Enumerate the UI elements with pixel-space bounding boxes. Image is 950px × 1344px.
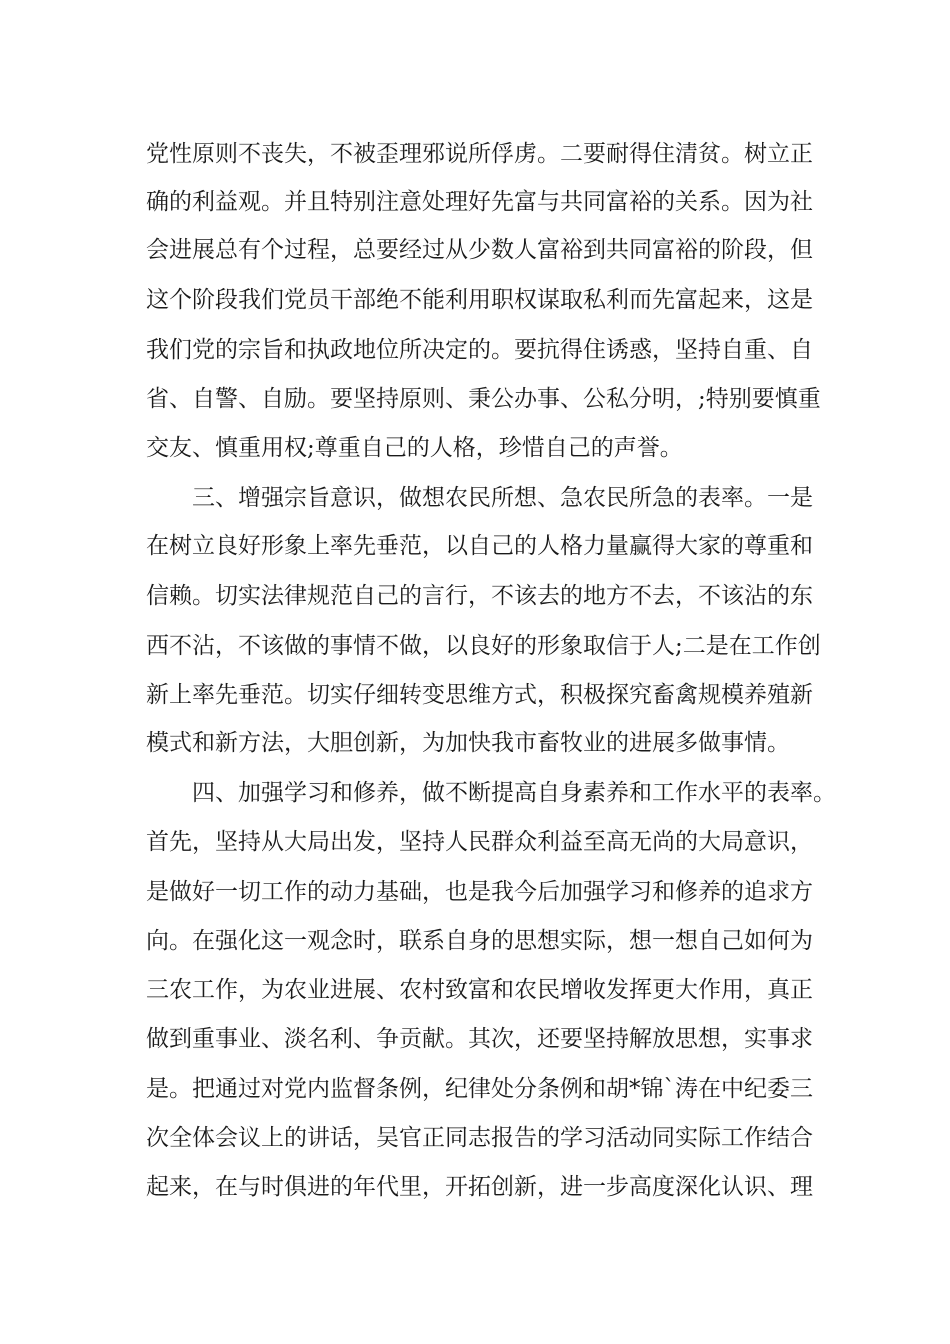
text-line-3: 会进展总有个过程，总要经过从少数人富裕到共同富裕的阶段，但 xyxy=(146,237,813,263)
text-line-10: 信赖。切实法律规范自己的言行，不该去的地方不去，不该沾的东 xyxy=(146,583,813,609)
text-line-11: 西不沾，不该做的事情不做，以良好的形象取信于人;二是在工作创 xyxy=(146,633,821,659)
text-line-17: 向。在强化这一观念时，联系自身的思想实际，想一想自己如何为 xyxy=(146,928,813,954)
text-line-22: 起来，在与时俱进的年代里，开拓创新，进一步高度深化认识、理 xyxy=(146,1174,813,1200)
text-line-15: 首先，坚持从大局出发，坚持人民群众利益至高无尚的大局意识， xyxy=(146,829,813,855)
text-line-7: 交友、慎重用权;尊重自己的人格，珍惜自己的声誉。 xyxy=(146,435,683,461)
text-line-16: 是做好一切工作的动力基础，也是我今后加强学习和修养的追求方 xyxy=(146,879,813,905)
text-line-4: 这个阶段我们党员干部绝不能利用职权谋取私利而先富起来，这是 xyxy=(146,287,813,313)
text-line-12: 新上率先垂范。切实仔细转变思维方式，积极探究畜禽规模养殖新 xyxy=(146,682,813,708)
text-line-1: 党性原则不丧失，不被歪理邪说所俘虏。二要耐得住清贫。树立正 xyxy=(146,141,813,167)
text-line-8: 三、增强宗旨意识，做想农民所想、急农民所急的表率。一是 xyxy=(192,485,813,511)
text-line-19: 做到重事业、淡名利、争贡献。其次，还要坚持解放思想，实事求 xyxy=(146,1026,813,1052)
text-line-13: 模式和新方法，大胆创新，为加快我市畜牧业的进展多做事情。 xyxy=(146,730,790,756)
text-line-18: 三农工作，为农业进展、农村致富和农民增收发挥更大作用，真正 xyxy=(146,977,813,1003)
text-line-14: 四、加强学习和修养，做不断提高自身素养和工作水平的表率。 xyxy=(192,780,836,806)
text-line-5: 我们党的宗旨和执政地位所决定的。要抗得住诱惑，坚持自重、自 xyxy=(146,337,813,363)
text-line-21: 次全体会议上的讲话，吴官正同志报告的学习活动同实际工作结合 xyxy=(146,1125,813,1151)
text-line-2: 确的利益观。并且特别注意处理好先富与共同富裕的关系。因为社 xyxy=(146,189,813,215)
text-line-9: 在树立良好形象上率先垂范，以自己的人格力量赢得大家的尊重和 xyxy=(146,533,813,559)
text-line-6: 省、自警、自励。要坚持原则、秉公办事、公私分明，;特别要慎重 xyxy=(146,386,821,412)
text-line-20: 是。把通过对党内监督条例，纪律处分条例和胡*锦`涛在中纪委三 xyxy=(146,1076,813,1102)
